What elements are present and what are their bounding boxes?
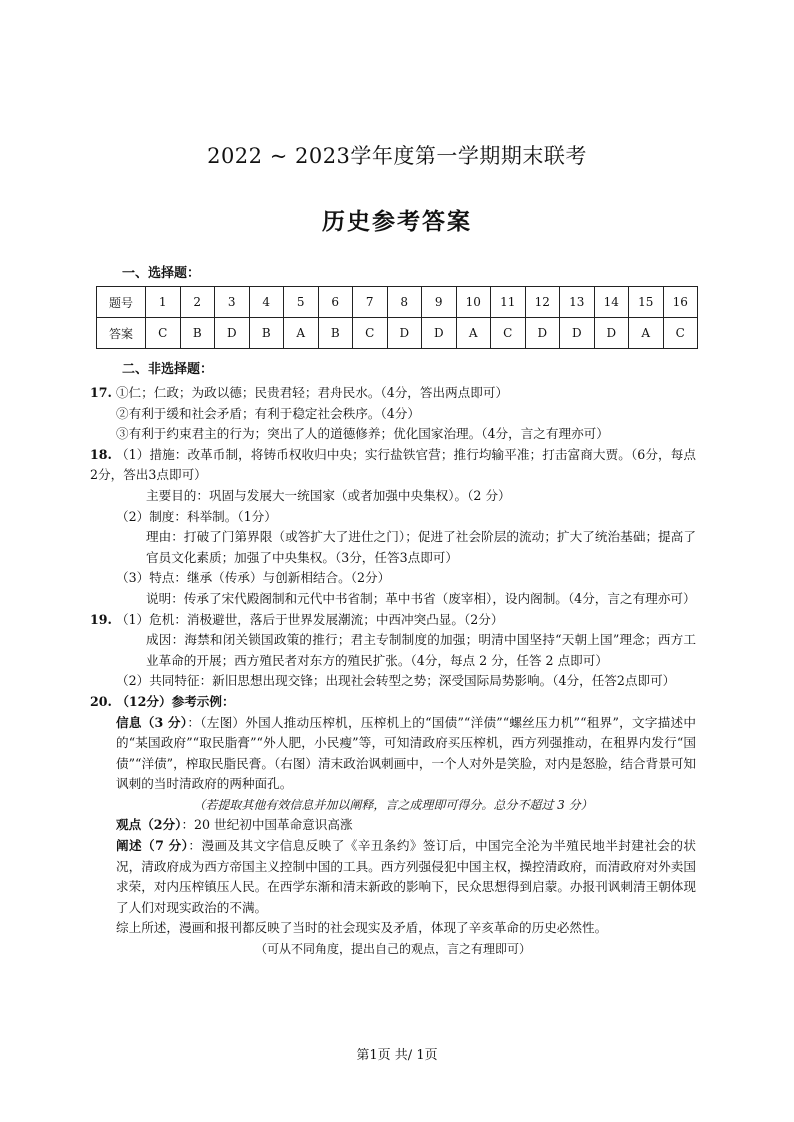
table-cell: 10 [456,287,491,318]
q18-text-1: （1）措施：改革币制，将铸币权收归中央；实行盐铁官营；推行均输平准；打击富商大贾。（6分，每点2分，答出3点即可） [90,446,696,483]
answer-content [90,383,696,960]
q18-para-1 [90,445,696,486]
q20-summary: 综上所述，漫画和报刊都反映了当时的社会现实及矛盾，体现了辛亥革命的历史必然性。 [116,920,608,936]
q17-text-1: ①仁；仁政；为政以德；民贵君轻；君舟民水。（4分，答出两点即可） [115,385,509,400]
q20-argue [90,836,696,918]
table-cell: 11 [491,287,526,318]
table-cell: C [353,318,388,349]
q18-para-3: （2）制度：科举制。（1分） [116,508,277,524]
q18-para-5: （3）特点：继承（传承）与创新相结合。（2分） [116,570,391,586]
table-cell: B [318,318,353,349]
table-cell: 13 [560,287,595,318]
q20-number: 20. [90,693,112,709]
section-nonchoice-heading: 二、非选择题： [122,362,214,377]
table-cell: B [249,318,284,349]
table-cell: B [180,318,215,349]
row-label-answer: 答案 [97,318,146,349]
table-cell: D [422,318,457,349]
row-label-number: 题号 [97,287,146,318]
q20-head-text: （12分）参考示例： [116,693,235,709]
q19-line-1 [90,610,696,631]
table-cell: 16 [663,287,698,318]
table-cell: C [491,318,526,349]
table-cell: 12 [525,287,560,318]
table-cell: 6 [318,287,353,318]
q18-para-2: 主要目的：巩固与发展大一统国家（或者加强中央集权）。（2 分） [146,487,511,503]
q17-number: 17. [90,385,112,400]
q20-note-1: （若提取其他有效信息并加以阐释，言之成理即可得分。总分不超过 3 分） [193,797,593,812]
table-cell: 1 [146,287,181,318]
q19-para-3: （2）共同特征：新旧思想出现交锋；出现社会转型之势；深受国际局势影响。（4分，任答2点即可） [116,673,676,689]
q20-info [90,713,696,795]
q17-line-3: ③有利于约束君主的行为；突出了人的道德修养；优化国家治理。（4分，言之有理亦可） [116,426,609,442]
table-cell: A [456,318,491,349]
section-choice-heading: 一、选择题： [122,266,201,281]
q19-para-2: 成因：海禁和闭关锁国政策的推行；君主专制制度的加强；明清中国坚持“天朝上国”理念；西方工业革命的开展；西方殖民者对东方的殖民扩张。（4分，每点 2 分，任答 2 点即可） [146,632,696,668]
q18-para-6: 说明：传承了宋代殿阁制和元代中书省制；革中书省（废宰相），设内阁制。（4分，言之有理亦可） [146,590,696,606]
table-cell: C [146,318,181,349]
page-subtitle: 历史参考答案 [322,208,472,235]
choice-answer-table [96,286,698,349]
q20-info-text: ：（左图）外国人推动压榨机，压榨机上的“国债”“洋债”“螺丝压力机”“租界”，文字描述中的“某国政府”“取民脂膏”“外人肥，小民瘦”等，可知清政府买压榨机，西方列强推动，在租界内发行“国债”“洋债”，榨取民脂民膏。（右图）清末政治讽刺画中，一个人对外是笑脸，对内是怒脸，结合背景可知讽刺的当时清政府的两种面孔。 [116,714,696,792]
table-cell: 14 [594,287,629,318]
table-cell: 2 [180,287,215,318]
table-cell: D [594,318,629,349]
q20-info-label: 信息（3 分） [116,714,188,730]
table-cell: 3 [215,287,250,318]
q17-line-2: ②有利于缓和社会矛盾；有利于稳定社会秩序。（4分） [116,405,420,421]
table-cell: C [663,318,698,349]
table-cell: 5 [284,287,319,318]
page-title: 2022 ~ 2023学年度第一学期期末联考 [207,144,587,168]
table-cell: D [560,318,595,349]
table-cell: 4 [249,287,284,318]
table-cell: A [629,318,664,349]
table-cell: D [387,318,422,349]
table-row-answers [97,318,698,349]
table-cell: D [215,318,250,349]
q20-note-2: （可从不同角度，提出自己的观点，言之有理即可） [254,942,531,957]
q18-number: 18. [90,446,112,462]
q20-view-text: ：20 世纪初中国革命意识高涨 [181,817,353,833]
table-row-numbers [97,287,698,318]
table-cell: 7 [353,287,388,318]
q18-para-4: 理由：打破了门第界限（或答扩大了进仕之门）；促进了社会阶层的流动；扩大了统治基础；提高了官员文化素质；加强了中央集权。（3分，任答3点即可） [146,529,696,565]
table-cell: 8 [387,287,422,318]
q20-heading [90,692,696,713]
table-cell: A [284,318,319,349]
table-cell: 9 [422,287,457,318]
q20-argue-label: 阐述（7 分） [116,838,189,854]
q20-view [90,815,696,836]
page-footer: 第1页 共/ 1页 [356,1048,438,1063]
q19-text-1: （1）危机：消极避世，落后于世界发展潮流；中西冲突凸显。（2分） [115,611,504,627]
q19-number: 19. [90,611,112,627]
q17-line-1 [90,383,696,404]
table-cell: D [525,318,560,349]
q20-argue-text: ：漫画及其文字信息反映了《辛丑条约》签订后，中国完全沦为半殖民地半封建社会的状况，清政府成为西方帝国主义控制中国的工具。西方列强侵犯中国主权，操控清政府，而清政府对外卖国求荣，对内压榨镇压人民。在西学东渐和清末新政的影响下，民众思想得到启蒙。办报刊讽刺清王朝体现了人们对现实政治的不满。 [116,838,697,915]
q20-view-label: 观点（2分） [116,817,182,833]
table-cell: 15 [629,287,664,318]
